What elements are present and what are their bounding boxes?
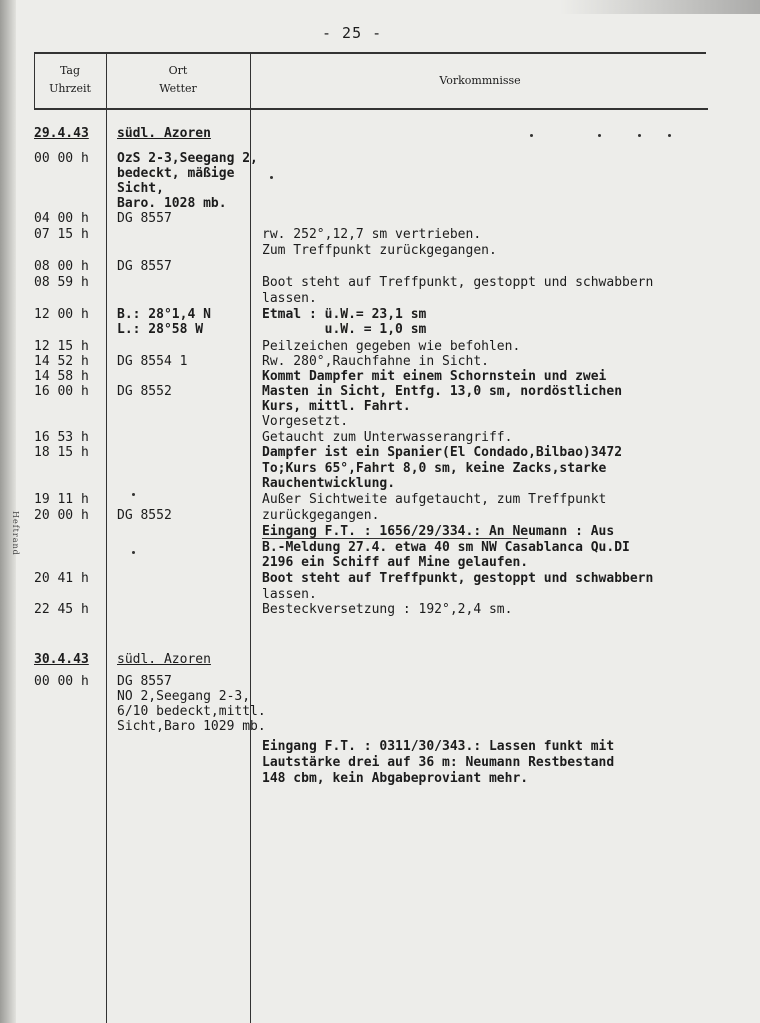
time-0859: 08 59 h — [34, 275, 89, 290]
event-18: zurückgegangen. — [262, 508, 380, 523]
header-col-day — [38, 62, 102, 98]
event-21: 2196 ein Schiff auf Mine gelaufen. — [262, 555, 529, 570]
event-5: Etmal : ü.W.= 23,1 sm — [262, 307, 427, 322]
event2-1: Eingang F.T. : 0311/30/343.: Lassen funkt mit — [262, 739, 615, 754]
event-14: Dampfer ist ein Spanier(El Condado,Bilbao)3472 — [262, 445, 623, 460]
stray-mark — [270, 176, 273, 179]
time-0715: 07 15 h — [34, 227, 89, 242]
event-9: Kommt Dampfer mit einem Schornstein und zwei — [262, 369, 607, 384]
scan-smudge — [560, 0, 760, 14]
header-ort: Ort — [168, 64, 188, 77]
header-vorkommnisse: Vorkommnisse — [439, 74, 521, 87]
margin-annotation: Heftrand — [11, 511, 20, 556]
time-0800: 08 00 h — [34, 259, 89, 274]
event-20: B.-Meldung 27.4. etwa 40 sm NW Casablanca Qu.DI — [262, 540, 630, 555]
time-1215: 12 15 h — [34, 339, 89, 354]
time-0400: 04 00 h — [34, 211, 89, 226]
weather-line-3: Sicht, — [117, 181, 164, 196]
time-1452: 14 52 h — [34, 354, 89, 369]
time-1911: 19 11 h — [34, 492, 89, 507]
stray-mark — [638, 134, 641, 137]
longitude: L.: 28°58 W — [117, 322, 204, 337]
place-heading-2: südl. Azoren — [117, 652, 211, 667]
header-uhrzeit: Uhrzeit — [49, 82, 91, 95]
weather-line-2: bedeckt, mäßige — [117, 166, 235, 181]
event-6: u.W. = 1,0 sm — [262, 322, 427, 337]
event-8: Rw. 280°,Rauchfahne in Sicht. — [262, 354, 489, 369]
location-1452: DG 8554 1 — [117, 354, 188, 369]
event-3: Boot steht auf Treffpunkt, gestoppt und schwabbern — [262, 275, 654, 290]
event-10: Masten in Sicht, Entfg. 13,0 sm, nordöstlichen — [262, 384, 623, 399]
event-24: Besteckversetzung : 192°,2,4 sm. — [262, 602, 513, 617]
stray-mark — [598, 134, 601, 137]
weather-line-4: Baro. 1028 mb. — [117, 196, 227, 211]
weather2-line-1: DG 8557 — [117, 674, 172, 689]
weather2-line-4: Sicht,Baro 1029 mb. — [117, 719, 266, 734]
weather-line-1: OzS 2-3,Seegang 2, — [117, 151, 258, 166]
location-1600: DG 8552 — [117, 384, 172, 399]
date-30-4-43: 30.4.43 — [34, 652, 89, 667]
latitude: B.: 28°1,4 N — [117, 307, 211, 322]
event2-2: Lautstärke drei auf 36 m: Neumann Restbestand — [262, 755, 615, 770]
time-1200: 12 00 h — [34, 307, 89, 322]
event-4: lassen. — [262, 291, 317, 306]
table-top-rule — [34, 52, 706, 54]
event-17: Außer Sichtweite aufgetaucht, zum Treffpunkt — [262, 492, 607, 507]
header-bottom-rule — [34, 108, 708, 110]
time-2041: 20 41 h — [34, 571, 89, 586]
event-16: Rauchentwicklung. — [262, 476, 396, 491]
date-29-4-43: 29.4.43 — [34, 126, 89, 141]
location-0400: DG 8557 — [117, 211, 172, 226]
table-left-rule — [34, 54, 35, 110]
header-wetter: Wetter — [159, 82, 197, 95]
event-19: Eingang F.T. : 1656/29/334.: An Neumann : Aus — [262, 524, 615, 539]
event-15: To;Kurs 65°,Fahrt 8,0 sm, keine Zacks,starke — [262, 461, 607, 476]
event-11: Kurs, mittl. Fahrt. — [262, 399, 411, 414]
time-0000-a: 00 00 h — [34, 151, 89, 166]
weather2-line-2: NO 2,Seegang 2-3, — [117, 689, 251, 704]
location-0800: DG 8557 — [117, 259, 172, 274]
header-col-place — [110, 62, 246, 98]
time-2245: 22 45 h — [34, 602, 89, 617]
stray-mark — [668, 134, 671, 137]
weather2-line-3: 6/10 bedeckt,mittl. — [117, 704, 266, 719]
time-1815: 18 15 h — [34, 445, 89, 460]
event-13: Getaucht zum Unterwasserangriff. — [262, 430, 513, 445]
header-tag: Tag — [59, 64, 81, 77]
stray-mark — [132, 493, 135, 496]
location-2000: DG 8552 — [117, 508, 172, 523]
eingang-underline — [262, 538, 528, 539]
stray-mark — [132, 551, 135, 554]
time-1653: 16 53 h — [34, 430, 89, 445]
place-heading-1: südl. Azoren — [117, 126, 211, 141]
page-number: - 25 - — [322, 24, 383, 42]
event-1: rw. 252°,12,7 sm vertrieben. — [262, 227, 482, 242]
column-rule-1 — [106, 54, 107, 1023]
event-7: Peilzeichen gegeben wie befohlen. — [262, 339, 521, 354]
event-22: Boot steht auf Treffpunkt, gestoppt und schwabbern — [262, 571, 654, 586]
time-1458: 14 58 h — [34, 369, 89, 384]
time-2000: 20 00 h — [34, 508, 89, 523]
time-0000-b: 00 00 h — [34, 674, 89, 689]
event2-3: 148 cbm, kein Abgabeproviant mehr. — [262, 771, 529, 786]
column-rule-2 — [250, 54, 251, 1023]
time-1600: 16 00 h — [34, 384, 89, 399]
stray-mark — [530, 134, 533, 137]
event-23: lassen. — [262, 587, 317, 602]
event-12: Vorgesetzt. — [262, 414, 349, 429]
event-2: Zum Treffpunkt zurückgegangen. — [262, 243, 497, 258]
